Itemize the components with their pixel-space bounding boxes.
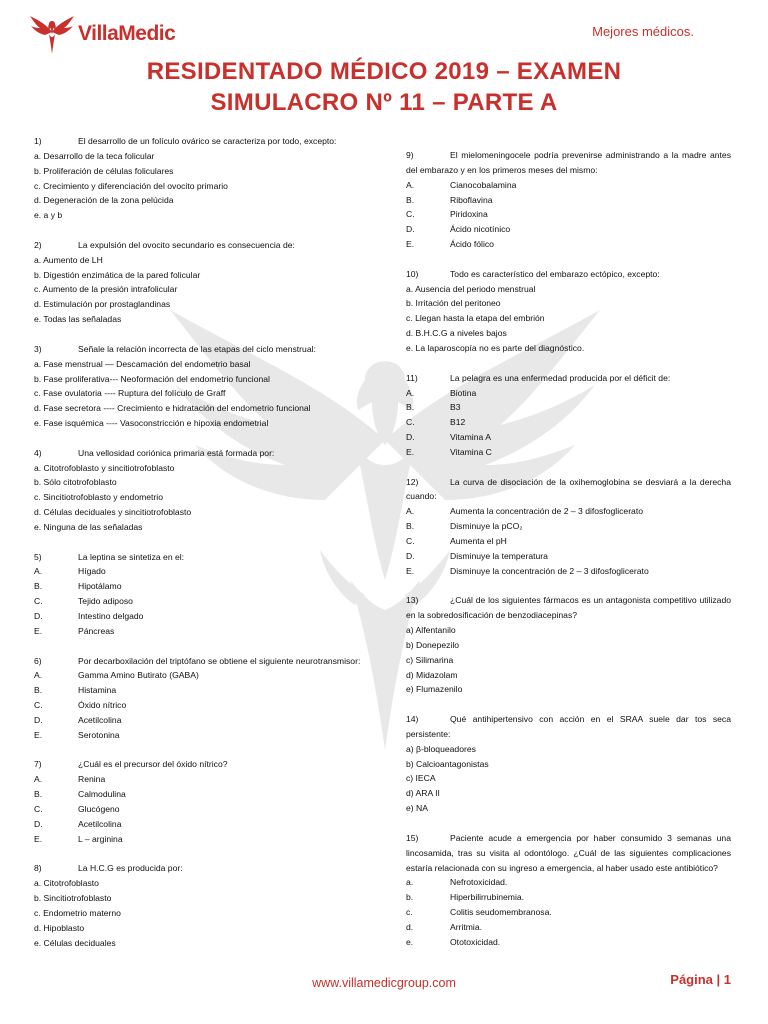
option-text: Disminuye la concentración de 2 – 3 difosfoglicerato (450, 565, 649, 576)
option-text: Arritmia. (450, 921, 482, 932)
option-letter: E. (34, 625, 43, 636)
answer-option (406, 757, 731, 772)
option-text: Acetilcolina (78, 714, 122, 725)
answer-option (34, 357, 364, 372)
question-item (34, 861, 364, 950)
option-letter: E. (34, 833, 43, 844)
option-letter: A. (406, 506, 415, 517)
option-text: c. Crecimiento y diferenciación del ovocito primario (34, 180, 228, 191)
option-letter: a. (406, 877, 414, 888)
option-letter: A. (406, 179, 415, 190)
question-text: El mielomeningocele podría prevenirse administrando a la madre antes del embarazo y en los primeros meses del mismo: (406, 150, 731, 175)
option-text: c. Sincitiotrofoblasto y endometrio (34, 492, 163, 503)
option-text: b. Sólo citotrofoblasto (34, 477, 117, 488)
option-text: Tejido adiposo (78, 596, 133, 607)
page-title (0, 56, 768, 118)
answer-option (34, 149, 364, 164)
option-letter: E. (34, 729, 43, 740)
question-stem (406, 475, 731, 505)
footer-url-link[interactable]: www.villamedicgroup.com (312, 976, 456, 990)
answer-option (406, 430, 731, 445)
answer-option (406, 801, 731, 816)
answer-option (406, 296, 731, 311)
option-text: B12 (450, 417, 466, 428)
option-letter: C. (34, 700, 43, 711)
option-letter: A. (34, 774, 43, 785)
answer-option (406, 386, 731, 401)
option-letter: d. (406, 921, 414, 932)
question-item (34, 757, 364, 846)
option-text: Ototoxicidad. (450, 936, 501, 947)
option-text: Ácido nicotínico (450, 224, 511, 235)
question-text: Señale la relación incorrecta de las etapas del ciclo menstrual: (78, 343, 316, 354)
question-item (34, 134, 364, 223)
option-text: Hipotálamo (78, 581, 122, 592)
answer-option (34, 193, 364, 208)
question-stem (406, 712, 731, 742)
option-letter: B. (34, 581, 43, 592)
question-text: ¿Cuál es el precursor del óxido nítrico? (78, 759, 228, 770)
question-stem (406, 267, 731, 282)
answer-option (406, 341, 731, 356)
option-letter: D. (406, 550, 415, 561)
question-number: 14) (406, 714, 419, 725)
option-text: a. Fase menstrual — Descamación del endometrio basal (34, 358, 251, 369)
answer-option (406, 623, 731, 638)
question-item (406, 593, 731, 697)
answer-option (406, 682, 731, 697)
answer-option (406, 445, 731, 460)
option-text: Acetilcolina (78, 818, 122, 829)
option-text: d. Fase secretora ---- Crecimiento e hidratación del endometrio funcional (34, 403, 311, 414)
option-text: Glucógeno (78, 803, 120, 814)
tagline: Mejores médicos. (592, 24, 694, 39)
answer-option (34, 461, 364, 476)
answer-option (34, 594, 364, 609)
question-text: La pelagra es una enfermedad producida por el déficit de: (450, 372, 671, 383)
question-item (406, 148, 731, 252)
question-text: La H.C.G es producida por: (78, 863, 183, 874)
answer-option (34, 891, 364, 906)
option-text: e. a y b (34, 210, 63, 221)
option-letter: D. (34, 714, 43, 725)
answer-option (34, 579, 364, 594)
option-text: Aumenta la concentración de 2 – 3 difosfoglicerato (450, 506, 644, 517)
option-text: Aumenta el pH (450, 535, 507, 546)
question-stem (34, 757, 364, 772)
option-text: Biotina (450, 387, 477, 398)
answer-option (406, 638, 731, 653)
option-letter: C. (34, 596, 43, 607)
answer-option (406, 905, 731, 920)
question-number: 11) (406, 372, 418, 383)
title-line-1: RESIDENTADO MÉDICO 2019 – EXAMEN (146, 58, 622, 85)
answer-option (406, 653, 731, 668)
question-number: 1) (34, 136, 42, 146)
answer-option (34, 312, 364, 327)
option-text: Disminuye la pCO₂ (450, 521, 523, 532)
option-letter: A. (34, 566, 43, 577)
option-text: Serotonina (78, 729, 120, 740)
answer-option (406, 178, 731, 193)
question-stem (406, 831, 731, 876)
option-letter: A. (406, 387, 415, 398)
answer-option (34, 713, 364, 728)
option-text: a. Citotrofoblasto (34, 878, 99, 889)
option-letter: C. (406, 535, 415, 546)
question-number: 10) (406, 268, 419, 279)
option-letter: D. (406, 432, 415, 443)
option-text: b) Donepezilo (406, 639, 460, 650)
question-number: 15) (406, 832, 419, 843)
option-letter: A. (34, 670, 43, 681)
question-number: 2) (34, 239, 42, 250)
answer-option (34, 668, 364, 683)
option-letter: D. (34, 611, 43, 621)
option-text: Vitamina C (450, 446, 492, 457)
answer-option (406, 326, 731, 341)
option-letter: B. (406, 402, 415, 413)
answer-option (34, 609, 364, 624)
answer-option (34, 475, 364, 490)
answer-option (406, 504, 731, 519)
option-text: d. Degeneración de la zona pelúcida (34, 195, 174, 206)
answer-option (406, 742, 731, 757)
option-text: b. Proliferación de células foliculares (34, 165, 174, 176)
option-text: c. Fase ovulatoria ---- Ruptura del folículo de Graff (34, 388, 226, 399)
option-letter: B. (34, 789, 43, 800)
answer-option (34, 401, 364, 416)
answer-option (34, 208, 364, 223)
answer-option (34, 624, 364, 639)
option-text: b. Sincitiotrofoblasto (34, 893, 112, 904)
question-stem (406, 371, 731, 386)
question-item (406, 475, 731, 579)
option-letter: B. (406, 194, 415, 205)
question-number: 4) (34, 447, 42, 458)
question-text: La expulsión del ovocito secundario es consecuencia de: (78, 239, 295, 250)
question-item (406, 831, 731, 950)
left-column (34, 134, 364, 965)
brand-name: VillaMedic (78, 22, 176, 45)
answer-option (406, 564, 731, 579)
question-item (34, 446, 364, 535)
option-text: Renina (78, 774, 106, 785)
question-text: Una vellosidad coriónica primaria está formada por: (78, 447, 275, 458)
option-letter: E. (406, 239, 415, 250)
option-text: Intestino delgado (78, 611, 144, 621)
page-number: Página | 1 (670, 972, 731, 987)
option-text: Hiperbilirrubinemia. (450, 892, 525, 903)
question-stem (34, 342, 364, 357)
option-text: Páncreas (78, 625, 115, 636)
option-letter: E. (406, 565, 415, 576)
question-text: La curva de disociación de la oxihemoglobina se desviará a la derecha cuando: (406, 476, 731, 502)
answer-option (34, 253, 364, 268)
answer-option (34, 416, 364, 431)
answer-option (406, 311, 731, 326)
answer-option (406, 771, 731, 786)
answer-option (34, 921, 364, 936)
option-letter: B. (34, 685, 43, 696)
option-letter: C. (406, 209, 415, 220)
answer-option (34, 282, 364, 297)
question-text: Por decarboxilación del triptófano se obtiene el siguiente neurotransmisor: (78, 655, 361, 666)
answer-option (406, 400, 731, 415)
option-text: b. Fase proliferativa--- Neoformación del endometrio funcional (34, 373, 270, 384)
answer-option (34, 772, 364, 787)
option-text: b) Calcioantagonistas (406, 758, 489, 769)
question-stem (34, 861, 364, 876)
answer-option (34, 906, 364, 921)
answer-option (34, 179, 364, 194)
option-text: c. Llegan hasta la etapa del embrión (406, 313, 545, 324)
answer-option (406, 890, 731, 905)
question-number: 3) (34, 343, 42, 354)
option-text: a. Ausencia del periodo menstrual (406, 283, 536, 294)
option-text: Calmodulina (78, 789, 126, 800)
answer-option (406, 668, 731, 683)
option-text: a. Citotrofoblasto y sincitiotrofoblasto (34, 462, 175, 473)
option-text: Óxido nítrico (78, 700, 127, 711)
option-letter: C. (34, 803, 43, 814)
title-line-2: SIMULACRO Nº 11 – PARTE A (210, 89, 558, 116)
option-text: Ácido fólico (450, 239, 494, 250)
question-stem (406, 593, 731, 623)
question-text: Todo es característico del embarazo ectópico, excepto: (450, 268, 660, 279)
question-stem (34, 654, 364, 669)
answer-option (34, 164, 364, 179)
option-text: e. Todas las señaladas (34, 314, 122, 325)
question-text: Paciente acude a emergencia por haber consumido 3 semanas una lincosamida, tras su visita al odontólogo. ¿Cuál de las siguientes complicaciones estaría relacionada con su ingreso a emergencia, al haber usado este antibiótico? (406, 832, 731, 873)
answer-option (34, 787, 364, 802)
option-letter: C. (406, 417, 415, 428)
question-number: 7) (34, 759, 42, 770)
option-text: e. La laparoscopía no es parte del diagnóstico. (406, 342, 585, 353)
answer-option (34, 505, 364, 520)
option-text: a. Aumento de LH (34, 254, 103, 265)
question-number: 12) (406, 476, 419, 487)
option-text: L – arginina (78, 833, 123, 844)
option-text: Gamma Amino Butirato (GABA) (78, 670, 199, 681)
answer-option (406, 237, 731, 252)
question-number: 9) (406, 150, 414, 160)
answer-option (34, 372, 364, 387)
question-item (406, 712, 731, 816)
question-item (34, 342, 364, 431)
option-letter: c. (406, 907, 413, 918)
option-text: e) Flumazenilo (406, 684, 463, 695)
question-item (406, 267, 731, 356)
option-text: Riboflavina (450, 194, 493, 205)
option-text: a. Desarrollo de la teca folicular (34, 150, 155, 161)
option-text: d) Midazolam (406, 669, 458, 680)
answer-option (34, 876, 364, 891)
question-stem (34, 550, 364, 565)
answer-option (34, 683, 364, 698)
question-text: La leptina se sintetiza en el: (78, 551, 185, 562)
question-item (34, 238, 364, 327)
answer-option (406, 519, 731, 534)
answer-option (406, 786, 731, 801)
answer-option (406, 193, 731, 208)
answer-option (406, 935, 731, 950)
question-text: Qué antihipertensivo con acción en el SRAA suele dar tos seca persistente: (406, 714, 731, 739)
answer-option (34, 936, 364, 951)
answer-option (34, 832, 364, 847)
answer-option (34, 297, 364, 312)
answer-option (34, 490, 364, 505)
option-text: B3 (450, 402, 461, 413)
option-letter: D. (34, 818, 43, 829)
option-text: a) Alfentanilo (406, 625, 456, 635)
option-text: b. Digestión enzimática de la pared folicular (34, 269, 201, 280)
question-stem (34, 134, 364, 149)
answer-option (34, 520, 364, 535)
answer-option (406, 282, 731, 297)
answer-option (406, 920, 731, 935)
question-stem (34, 238, 364, 253)
option-text: c) IECA (406, 773, 436, 784)
option-text: Nefrotoxicidad. (450, 877, 508, 888)
question-item (34, 550, 364, 639)
option-text: d. B.H.C.G a niveles bajos (406, 328, 507, 339)
option-text: c. Aumento de la presión intrafolicular (34, 284, 178, 295)
answer-option (406, 207, 731, 222)
option-text: c) Silimarina (406, 654, 454, 665)
answer-option (34, 386, 364, 401)
answer-option (406, 534, 731, 549)
option-text: d. Estimulación por prostaglandinas (34, 299, 171, 310)
answer-option (34, 564, 364, 579)
answer-option (406, 415, 731, 430)
answer-option (34, 268, 364, 283)
question-number: 6) (34, 655, 42, 666)
option-text: Histamina (78, 685, 117, 696)
option-letter: b. (406, 892, 414, 903)
question-number: 8) (34, 863, 42, 874)
option-text: d) ARA II (406, 788, 440, 799)
right-column (406, 148, 731, 964)
question-text: El desarrollo de un folículo ovárico se caracteriza por todo, excepto: (78, 136, 337, 146)
question-text: ¿Cuál de los siguientes fármacos es un antagonista competitivo utilizado en la sobredosificación de benzodiacepinas? (406, 595, 731, 621)
question-stem (406, 148, 731, 178)
option-text: Disminuye la temperatura (450, 550, 548, 561)
option-text: e. Células deciduales (34, 937, 116, 948)
option-letter: E. (406, 446, 415, 457)
option-letter: D. (406, 224, 415, 235)
option-text: Hígado (78, 566, 106, 577)
option-text: c. Endometrio materno (34, 907, 121, 918)
eagle-logo-icon (28, 10, 76, 58)
option-text: Piridoxina (450, 209, 488, 220)
option-text: b. Irritación del peritoneo (406, 298, 501, 309)
answer-option (406, 875, 731, 890)
option-text: Cianocobalamina (450, 179, 517, 190)
question-number: 13) (406, 595, 419, 606)
option-text: a) β-bloqueadores (406, 743, 476, 754)
answer-option (34, 817, 364, 832)
answer-option (34, 802, 364, 817)
answer-option (406, 222, 731, 237)
option-letter: B. (406, 521, 415, 532)
answer-option (34, 698, 364, 713)
option-text: e. Fase isquémica ---- Vasoconstricción e hipoxia endometrial (34, 418, 269, 429)
question-item (406, 371, 731, 460)
option-text: d. Hipoblasto (34, 922, 85, 933)
brand-logo (28, 10, 175, 58)
question-stem (34, 446, 364, 461)
answer-option (34, 728, 364, 743)
question-item (34, 654, 364, 743)
option-letter: e. (406, 936, 414, 947)
question-number: 5) (34, 551, 42, 562)
option-text: Vitamina A (450, 432, 491, 443)
option-text: Colitis seudomembranosa. (450, 907, 552, 918)
option-text: e) NA (406, 803, 428, 814)
answer-option (406, 549, 731, 564)
option-text: d. Células deciduales y sincitiotrofoblasto (34, 507, 192, 518)
option-text: e. Ninguna de las señaladas (34, 521, 143, 532)
